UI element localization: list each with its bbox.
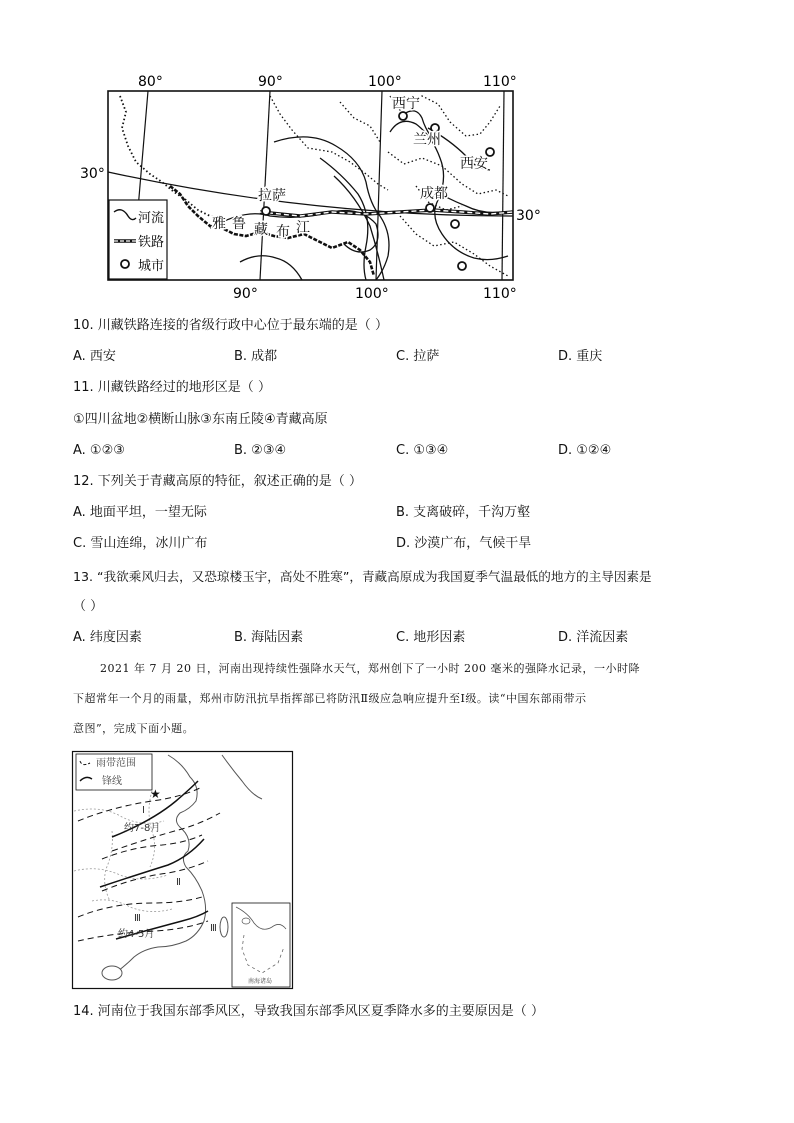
q13-option-d: D. 洋流因素 (558, 630, 629, 645)
band-2-label: Ⅱ (176, 877, 181, 888)
q12-option-b: B. 支离破碎，千沟万壑 (396, 505, 531, 520)
q12-option-a: A. 地面平坦，一望无际 (73, 505, 207, 520)
city-lanzhou-label: 兰州 (413, 132, 441, 148)
q11-sub: ①四川盆地②横断山脉③东南丘陵④青藏高原 (73, 412, 328, 427)
sichuan-tibet-railway-map (70, 66, 541, 302)
lon-label-80: 80° (138, 74, 163, 90)
lat-label-left: 30° (80, 166, 105, 182)
lon-label-100-bottom: 100° (355, 286, 389, 302)
city-lhasa-label: 拉萨 (258, 188, 286, 204)
lon-label-90-bottom: 90° (233, 286, 258, 302)
city-xian-label: 西安 (460, 156, 488, 172)
band-1-label: Ⅰ (142, 805, 145, 816)
q13-option-b: B. 海陆因素 (234, 630, 304, 645)
city-chongqing-marker (451, 220, 459, 228)
q14-stem: 14. 河南位于我国东部季风区，导致我国东部季风区夏季降水多的主要原因是（ ） (73, 1004, 544, 1019)
q11-option-d: D. ①②④ (558, 443, 612, 458)
east-china-rain-belt-map (72, 751, 294, 991)
city-lhasa-marker (262, 207, 270, 215)
q13-option-a: A. 纬度因素 (73, 630, 142, 645)
city-xining-marker (399, 112, 407, 120)
q10-option-b: B. 成都 (234, 349, 278, 364)
star-marker: ★ (150, 787, 161, 801)
river-name-bu: 布 (276, 224, 290, 240)
q11-stem: 11. 川藏铁路经过的地形区是（ ） (73, 380, 271, 395)
passage-line-2: 下超常年一个月的雨量，郑州市防汛抗旱指挥部已将防汛Ⅱ级应急响应提升至Ⅰ级。读“中国东部雨带示 (73, 692, 587, 705)
legend-rain-band-label: 雨带范围 (96, 758, 136, 769)
passage-line-1: 2021 年 7 月 20 日，河南出现持续性强降水天气，郑州创下了一小时 200 毫米的强降水记录，一小时降 (100, 662, 640, 675)
legend-city-icon (121, 260, 129, 268)
city-lanzhou-marker (431, 124, 439, 132)
q10-option-a: A. 西安 (73, 349, 116, 364)
river-name-lu: 鲁 (232, 216, 246, 232)
band-1-time: 约7-8月 (124, 823, 161, 834)
q10-option-c: C. 拉萨 (396, 349, 440, 364)
q12-option-d: D. 沙漠广布，气候干旱 (396, 536, 532, 551)
q13-stem: 13. “我欲乘风归去，又恐琼楼玉宇，高处不胜寒”，青藏高原成为我国夏季气温最低的地方的主导因素是 (73, 569, 652, 584)
q11-option-c: C. ①③④ (396, 443, 449, 458)
city-xian-marker (486, 148, 494, 156)
lon-label-100: 100° (368, 74, 402, 90)
lon-label-90: 90° (258, 74, 283, 90)
river-name-zang: 藏 (254, 222, 268, 238)
q13-option-c: C. 地形因素 (396, 630, 466, 645)
hainan-island (102, 966, 122, 980)
river-name-jiang: 江 (296, 220, 310, 236)
band-3-time: 约4-5月 (118, 929, 155, 940)
lat-label-right: 30° (516, 208, 541, 224)
q11-option-a: A. ①②③ (73, 443, 125, 458)
lon-label-110: 110° (483, 74, 517, 90)
q10-option-d: D. 重庆 (558, 349, 603, 364)
q12-stem: 12. 下列关于青藏高原的特征，叙述正确的是（ ） (73, 474, 362, 489)
city-chengdu-marker (426, 204, 434, 212)
legend-railway-label: 铁路 (138, 235, 165, 250)
lon-label-110-bottom: 110° (483, 286, 517, 302)
q13-stem-bracket: （ ） (73, 599, 104, 614)
passage-line-3: 意图”，完成下面小题。 (73, 722, 195, 735)
legend-front-label: 锋线 (102, 776, 122, 787)
q12-option-c: C. 雪山连绵，冰川广布 (73, 536, 208, 551)
legend-city-label: 城市 (138, 259, 165, 274)
q11-option-b: B. ②③④ (234, 443, 287, 458)
inset-box (232, 903, 290, 987)
band-3-right-label: Ⅲ (210, 923, 217, 934)
city-xining-label: 西宁 (392, 96, 420, 112)
band-3-label: Ⅲ (134, 913, 141, 924)
taiwan-island (220, 917, 228, 937)
legend-river-label: 河流 (138, 211, 165, 226)
q10-stem: 10. 川藏铁路连接的省级行政中心位于最东端的是（ ） (73, 318, 388, 333)
city-marker (458, 262, 466, 270)
inset-label: 南海诸岛 (248, 978, 273, 985)
city-chengdu-label: 成都 (420, 186, 448, 202)
river-name-ya: 雅 (212, 216, 226, 232)
map-frame (108, 91, 513, 280)
